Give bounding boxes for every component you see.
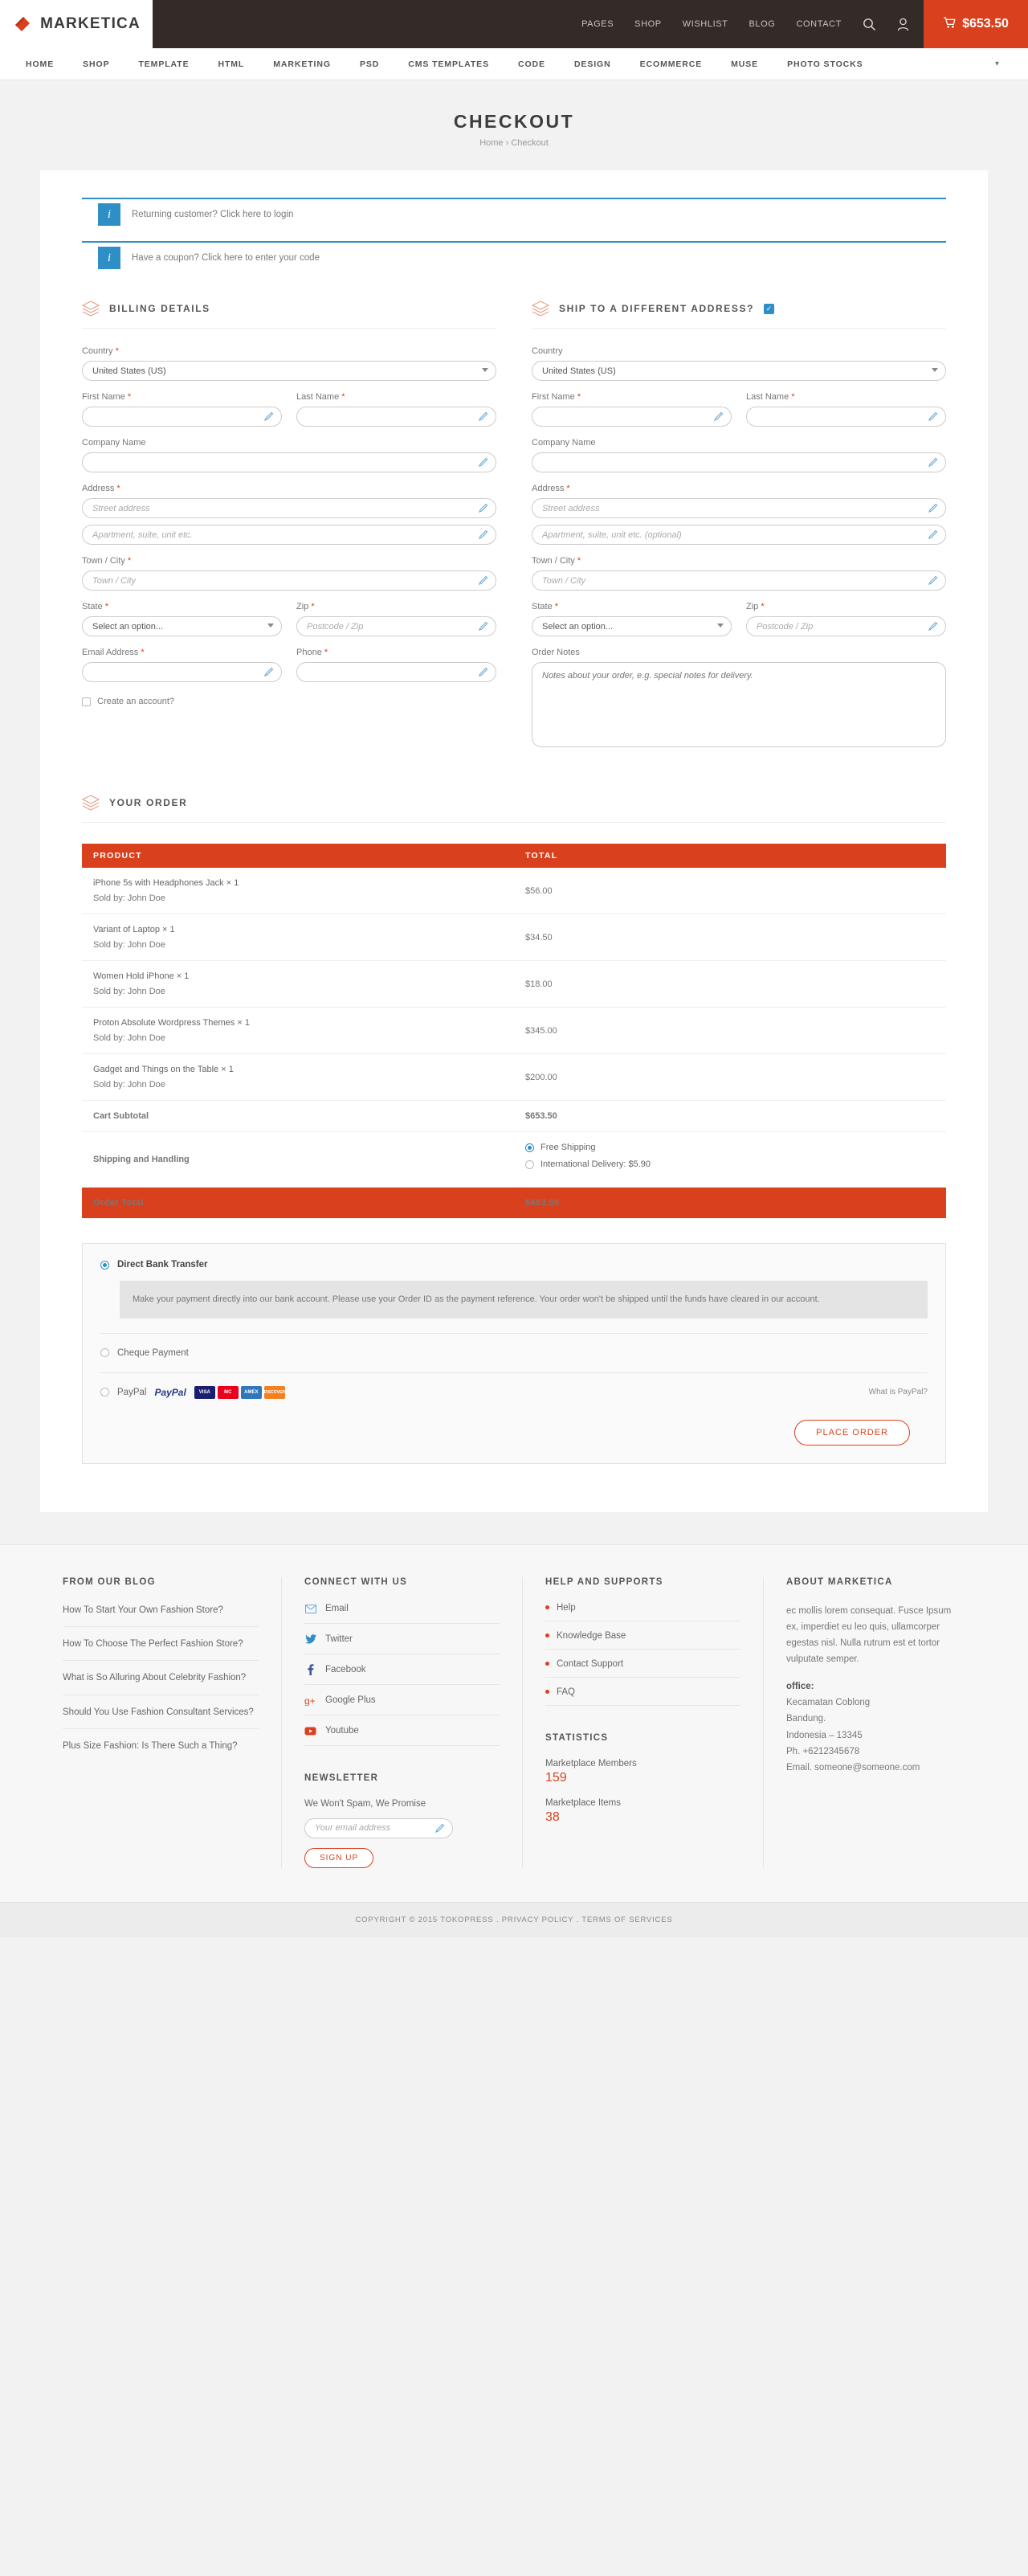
product-name: Gadget and Things on the Table × 1: [93, 1065, 234, 1074]
required-mark: *: [566, 484, 570, 493]
stack-icon: [532, 301, 549, 317]
shipping-zip-label: [746, 602, 946, 611]
twitter-icon: [304, 1634, 316, 1646]
google-plus-icon: [304, 1695, 316, 1707]
newsletter-signup-button[interactable]: SIGN UP: [304, 1848, 373, 1868]
login-notice-text[interactable]: Returning customer? Click here to login: [132, 210, 294, 219]
billing-lastname-input[interactable]: [296, 407, 496, 427]
billing-email-label: [82, 648, 282, 657]
table-row: [82, 914, 946, 961]
shipping-address2-field[interactable]: [532, 525, 946, 545]
billing-state-label-text: State: [82, 602, 103, 611]
shipping-firstname-label: [532, 392, 732, 402]
col-total: TOTAL: [514, 844, 946, 868]
visa-icon: VISA: [194, 1386, 215, 1399]
info-icon: i: [98, 203, 120, 226]
chevron-down-icon[interactable]: ▾: [994, 59, 999, 68]
billing-address1-input[interactable]: [82, 498, 496, 518]
billing-address-label-text: Address: [82, 484, 115, 493]
help-item-knowledge-base[interactable]: [545, 1631, 740, 1650]
shipping-address1-input[interactable]: [532, 498, 946, 518]
payment-paypal-label: PayPal: [117, 1387, 147, 1397]
nav-html[interactable]: HTML: [218, 59, 245, 69]
payment-cheque-row[interactable]: [100, 1348, 928, 1358]
shipping-firstname-field[interactable]: [532, 407, 732, 427]
billing-country-label-text: Country: [82, 346, 113, 356]
shipping-label: Shipping and Handling: [82, 1132, 514, 1188]
copyright-bar: [0, 1902, 1028, 1937]
bullet-icon: [545, 1690, 549, 1694]
topnav-link-blog[interactable]: BLOG: [749, 19, 776, 29]
shipping-zip-input[interactable]: [746, 616, 946, 636]
create-account-checkbox[interactable]: [82, 697, 91, 706]
required-mark: *: [115, 346, 119, 356]
billing-state-select[interactable]: [82, 616, 282, 636]
privacy-policy-link[interactable]: PRIVACY POLICY: [501, 1915, 574, 1924]
billing-phone-label-text: Phone: [296, 648, 322, 657]
nav-photo-stocks[interactable]: PHOTO STOCKS: [787, 59, 863, 69]
required-mark: *: [104, 602, 109, 611]
shipping-heading: [532, 301, 946, 329]
payment-bank-description: Make your payment directly into our bank account. Please use your Order ID as the payment reference. Your order won't be shipped until the funds have cleared in our account.: [120, 1281, 928, 1319]
billing-name-row: [82, 381, 496, 427]
main-navigation: [0, 48, 1028, 80]
cart-total: $653.50: [962, 17, 1009, 31]
breadcrumb: Home › Checkout: [479, 138, 549, 148]
bullet-icon: [545, 1662, 549, 1666]
list-item[interactable]: How To Choose The Perfect Fashion Store?: [63, 1637, 259, 1661]
payment-cheque-label: Cheque Payment: [117, 1347, 189, 1358]
order-total-row: [82, 1188, 946, 1219]
payment-paypal-row[interactable]: [100, 1386, 928, 1399]
footer: [0, 1544, 1028, 1937]
product-total: $56.00: [514, 868, 946, 914]
product-name: Proton Absolute Wordpress Themes × 1: [93, 1018, 250, 1028]
radio-cheque-payment[interactable]: [100, 1348, 109, 1357]
required-mark: *: [577, 392, 581, 402]
billing-state-label: [82, 602, 282, 611]
topnav-link-pages[interactable]: PAGES: [581, 19, 614, 29]
shipping-options: [514, 1132, 946, 1188]
shipping-company-input[interactable]: [532, 452, 946, 472]
required-mark: *: [127, 556, 132, 566]
billing-email-label-text: Email Address: [82, 648, 139, 657]
required-mark: *: [791, 392, 795, 402]
social-item-facebook[interactable]: [304, 1664, 500, 1685]
billing-town-label-text: Town / City: [82, 556, 125, 566]
bullet-icon: [545, 1634, 549, 1638]
cart-icon: [943, 16, 956, 32]
footer-blog-column: [40, 1577, 281, 1868]
shipping-state-zip-row: [532, 591, 946, 636]
amex-icon: AMEX: [241, 1386, 262, 1399]
billing-title: BILLING DETAILS: [109, 303, 210, 314]
user-icon[interactable]: [897, 18, 909, 31]
product-name: Variant of Laptop × 1: [93, 925, 175, 934]
payment-divider: [100, 1372, 928, 1373]
product-seller: Sold by: John Doe: [93, 1080, 165, 1090]
required-mark: *: [324, 648, 328, 657]
nav-ecommerce[interactable]: ECOMMERCE: [639, 59, 703, 69]
billing-column: [82, 301, 496, 750]
shipping-state-label: [532, 602, 732, 611]
payment-divider: [100, 1333, 928, 1334]
billing-firstname-field[interactable]: [82, 407, 282, 427]
table-row: [82, 868, 946, 914]
office-line: Indonesia – 13345: [786, 1730, 863, 1740]
order-table-body: [82, 868, 946, 1219]
billing-zip-label: [296, 602, 496, 611]
billing-lastname-label: [296, 392, 496, 402]
footer-help-title: HELP AND SUPPORTS: [545, 1576, 663, 1587]
help-label: Contact Support: [557, 1658, 624, 1669]
shipping-lastname-label-text: Last Name: [746, 392, 789, 402]
order-title: YOUR ORDER: [109, 797, 188, 808]
required-mark: *: [554, 602, 559, 611]
office-line: Ph. +6212345678: [786, 1746, 860, 1756]
payment-methods: [82, 1243, 946, 1464]
order-notes-label: Order Notes: [532, 648, 580, 657]
social-item-email[interactable]: [304, 1603, 500, 1624]
shipping-lastname-label: [746, 392, 946, 402]
shipping-option-international-label: International Delivery: $5.90: [541, 1159, 651, 1169]
info-icon: i: [98, 247, 120, 269]
order-total-value: $653.50: [514, 1188, 946, 1219]
subtotal-value: $653.50: [514, 1101, 946, 1132]
office-line: Bandung.: [786, 1714, 826, 1724]
shipping-lastname-input[interactable]: [746, 407, 946, 427]
shipping-town-label-text: Town / City: [532, 556, 575, 566]
shipping-address2-input[interactable]: [532, 525, 946, 545]
social-item-twitter[interactable]: [304, 1634, 500, 1654]
shipping-state-select[interactable]: [532, 616, 732, 636]
order-total-label: Order Total: [82, 1188, 514, 1219]
footer-blog-title: FROM OUR BLOG: [63, 1576, 156, 1587]
facebook-icon: [304, 1664, 316, 1676]
social-label: Email: [325, 1604, 349, 1614]
billing-zip-label-text: Zip: [296, 602, 309, 611]
shipping-town-field[interactable]: [532, 570, 946, 591]
nav-cms-templates[interactable]: CMS TEMPLATES: [408, 59, 489, 69]
checkout-card: [40, 170, 988, 1512]
billing-company-field[interactable]: [82, 452, 496, 472]
list-item[interactable]: Should You Use Fashion Consultant Services?: [63, 1705, 259, 1729]
shipping-zip-label-text: Zip: [746, 602, 759, 611]
radio-international-delivery[interactable]: [525, 1160, 534, 1169]
table-row: [82, 1054, 946, 1101]
svg-text:g+: g+: [304, 1695, 316, 1706]
shipping-country-field[interactable]: [532, 361, 946, 381]
footer-connect-column: [281, 1577, 522, 1868]
login-notice[interactable]: [82, 198, 946, 230]
stack-icon: [82, 301, 100, 317]
billing-address2-field[interactable]: [82, 525, 496, 545]
product-total: $34.50: [514, 914, 946, 961]
table-row: [82, 961, 946, 1008]
billing-phone-input[interactable]: [296, 662, 496, 682]
footer-columns: [40, 1577, 988, 1868]
product-cell: [82, 1054, 514, 1101]
help-item-contact-support[interactable]: [545, 1659, 740, 1678]
coupon-notice-text[interactable]: Have a coupon? Click here to enter your code: [132, 253, 320, 263]
radio-paypal[interactable]: [100, 1388, 109, 1396]
newsletter-email-input[interactable]: [304, 1818, 453, 1838]
discover-icon: DISCOVER: [264, 1386, 285, 1399]
billing-phone-field[interactable]: [296, 662, 496, 682]
social-label: Google Plus: [325, 1695, 376, 1706]
required-mark: *: [761, 602, 765, 611]
place-order-button[interactable]: PLACE ORDER: [794, 1420, 910, 1445]
social-label: Facebook: [325, 1665, 366, 1675]
coupon-notice[interactable]: [82, 241, 946, 273]
shipping-town-label: [532, 556, 946, 566]
product-total: $345.00: [514, 1008, 946, 1054]
social-item-youtube[interactable]: [304, 1725, 500, 1746]
help-label: Knowledge Base: [557, 1630, 626, 1641]
list-item[interactable]: Plus Size Fashion: Is There Such a Thing?: [63, 1741, 238, 1752]
product-seller: Sold by: John Doe: [93, 940, 165, 950]
social-label: Youtube: [325, 1726, 359, 1736]
product-cell: [82, 914, 514, 961]
office-line: Kecamatan Coblong: [786, 1698, 871, 1708]
logo[interactable]: [0, 0, 153, 48]
billing-address1-field[interactable]: [82, 498, 496, 518]
newsletter-subtitle: We Won't Spam, We Promise: [304, 1798, 426, 1809]
social-label: Twitter: [325, 1634, 353, 1645]
product-seller: Sold by: John Doe: [93, 1033, 165, 1043]
nav-marketing[interactable]: MARKETING: [273, 59, 331, 69]
subtotal-row: [82, 1101, 946, 1132]
nav-psd[interactable]: PSD: [359, 59, 380, 69]
shipping-address1-field[interactable]: [532, 498, 946, 518]
footer-connect-title: CONNECT WITH US: [304, 1576, 408, 1587]
required-mark: *: [127, 392, 132, 402]
shipping-town-input[interactable]: [532, 570, 946, 591]
shipping-row: [82, 1132, 946, 1188]
order-table: [82, 844, 946, 1219]
required-mark: *: [341, 392, 345, 402]
billing-heading: [82, 301, 496, 329]
topnav-link-shop[interactable]: SHOP: [634, 19, 662, 29]
billing-lastname-field[interactable]: [296, 407, 496, 427]
shipping-option-free-label: Free Shipping: [541, 1143, 596, 1152]
address-columns: [82, 301, 946, 750]
help-label: FAQ: [557, 1687, 576, 1697]
copyright-text: COPYRIGHT © 2015 TOKOPRESS: [355, 1915, 494, 1924]
help-label: Help: [557, 1602, 576, 1613]
table-row: [82, 1008, 946, 1054]
shipping-zip-field[interactable]: [746, 616, 946, 636]
shipping-state-field[interactable]: [532, 616, 732, 636]
billing-state-field[interactable]: [82, 616, 282, 636]
shipping-address-label: [532, 484, 946, 493]
required-mark: *: [141, 648, 145, 657]
shipping-firstname-label-text: First Name: [532, 392, 575, 402]
required-mark: *: [311, 602, 315, 611]
shipping-firstname-input[interactable]: [532, 407, 732, 427]
billing-country-select[interactable]: [82, 361, 496, 381]
shipping-company-label: Company Name: [532, 438, 596, 448]
list-item[interactable]: How To Start Your Own Fashion Store?: [63, 1603, 259, 1627]
copyright-sep: .: [576, 1915, 582, 1924]
product-seller: Sold by: John Doe: [93, 987, 165, 996]
shipping-column: [532, 301, 946, 750]
stack-icon: [82, 795, 100, 811]
billing-town-label: [82, 556, 496, 566]
help-item-faq[interactable]: [545, 1687, 740, 1706]
billing-phone-label: [296, 648, 496, 657]
subtotal-label: Cart Subtotal: [82, 1101, 514, 1132]
stat-items-value: 38: [545, 1809, 560, 1824]
billing-country-field[interactable]: [82, 361, 496, 381]
shipping-state-label-text: State: [532, 602, 553, 611]
mastercard-icon: MC: [218, 1386, 239, 1399]
cart-button[interactable]: [924, 0, 1028, 48]
billing-address-label: [82, 484, 496, 493]
col-product: PRODUCT: [82, 844, 514, 868]
top-bar: [0, 0, 1028, 48]
card-logos: [194, 1386, 285, 1399]
nav-home[interactable]: HOME: [26, 59, 55, 69]
required-mark: *: [116, 484, 120, 493]
product-cell: [82, 1008, 514, 1054]
billing-address2-input[interactable]: [82, 525, 496, 545]
payment-bank-row[interactable]: [100, 1260, 928, 1270]
search-icon[interactable]: [863, 18, 876, 31]
shipping-company-field[interactable]: [532, 452, 946, 472]
shipping-title: SHIP TO A DIFFERENT ADDRESS?: [559, 303, 755, 314]
billing-firstname-label: [82, 392, 282, 402]
shipping-option-free[interactable]: [525, 1143, 935, 1152]
billing-email-input[interactable]: [82, 662, 282, 682]
help-item-help[interactable]: [545, 1603, 740, 1621]
copyright-sep: .: [496, 1915, 502, 1924]
paypal-logo-icon: PayPal: [154, 1386, 186, 1398]
newsletter-field[interactable]: [304, 1818, 453, 1838]
footer-help-column: [522, 1577, 763, 1868]
billing-country-label: [82, 346, 496, 356]
ship-different-checkbox[interactable]: ✓: [764, 304, 774, 314]
create-account-label: Create an account?: [97, 697, 175, 706]
billing-company-input[interactable]: [82, 452, 496, 472]
bullet-icon: [545, 1605, 549, 1609]
about-text: ec mollis lorem consequat. Fusce Ipsum ex, imperdiet eu leo quis, ullamcorper egestas nisl. Nulla rutrum est et tortor vulputate semper.: [786, 1605, 952, 1665]
create-account-row[interactable]: [82, 697, 496, 706]
shipping-option-international[interactable]: [525, 1159, 935, 1169]
billing-zip-input[interactable]: [296, 616, 496, 636]
billing-company-label: Company Name: [82, 438, 146, 448]
product-seller: Sold by: John Doe: [93, 893, 165, 903]
terms-of-services-link[interactable]: TERMS OF SERVICES: [581, 1915, 673, 1924]
product-total: $200.00: [514, 1054, 946, 1101]
stat-members-value: 159: [545, 1770, 567, 1785]
product-cell: [82, 961, 514, 1008]
logo-text: MARKETICA: [40, 15, 141, 32]
stat-members-label: Marketplace Members: [545, 1758, 637, 1768]
stat-items-label: Marketplace Items: [545, 1797, 621, 1808]
order-table-header-row: [82, 844, 946, 868]
nav-template[interactable]: TEMPLATE: [138, 59, 190, 69]
billing-zip-field[interactable]: [296, 616, 496, 636]
list-item[interactable]: What is So Alluring About Celebrity Fashion?: [63, 1670, 259, 1695]
order-notes-textarea[interactable]: [532, 662, 946, 747]
billing-lastname-label-text: Last Name: [296, 392, 340, 402]
radio-free-shipping[interactable]: [525, 1143, 534, 1152]
billing-state-zip-row: [82, 591, 496, 636]
mail-icon: [304, 1603, 316, 1615]
topnav-link-wishlist[interactable]: WISHLIST: [682, 19, 728, 29]
footer-about-title: ABOUT MARKETICA: [786, 1576, 893, 1587]
footer-about-column: [763, 1577, 988, 1868]
what-is-paypal-link[interactable]: What is PayPal?: [868, 1388, 928, 1397]
youtube-icon: [304, 1725, 316, 1737]
product-name: iPhone 5s with Headphones Jack × 1: [93, 878, 239, 888]
nav-shop[interactable]: SHOP: [83, 59, 110, 69]
radio-direct-bank-transfer[interactable]: [100, 1261, 109, 1270]
page-title: CHECKOUT: [453, 111, 575, 132]
shipping-country-select[interactable]: [532, 361, 946, 381]
your-order-section: [82, 795, 946, 1464]
billing-email-field[interactable]: [82, 662, 282, 682]
nav-muse[interactable]: MUSE: [731, 59, 759, 69]
billing-firstname-input[interactable]: [82, 407, 282, 427]
shipping-country-label: Country: [532, 346, 563, 356]
product-cell: [82, 868, 514, 914]
payment-bank-label: Direct Bank Transfer: [117, 1260, 208, 1270]
office-label: office:: [786, 1682, 814, 1692]
office-line: Email. someone@someone.com: [786, 1762, 920, 1773]
billing-town-field[interactable]: [82, 570, 496, 591]
billing-firstname-label-text: First Name: [82, 392, 125, 402]
nav-code[interactable]: CODE: [518, 59, 545, 69]
required-mark: *: [577, 556, 581, 566]
shipping-name-row: [532, 381, 946, 427]
billing-town-input[interactable]: [82, 570, 496, 591]
product-total: $18.00: [514, 961, 946, 1008]
order-heading: [82, 795, 946, 823]
logo-icon: [12, 14, 33, 35]
social-item-google-plus[interactable]: [304, 1695, 500, 1715]
topnav-link-contact[interactable]: CONTACT: [796, 19, 842, 29]
product-name: Women Hold iPhone × 1: [93, 971, 190, 981]
footer-statistics-title: STATISTICS: [545, 1732, 609, 1743]
shipping-address-label-text: Address: [532, 484, 565, 493]
billing-contact-row: [82, 636, 496, 682]
footer-newsletter-title: NEWSLETTER: [304, 1773, 379, 1783]
page-header: [0, 80, 1028, 170]
top-navigation: [153, 0, 924, 48]
nav-design[interactable]: DESIGN: [573, 59, 611, 69]
order-table-head: [82, 844, 946, 868]
place-order-row: [100, 1399, 928, 1445]
shipping-lastname-field[interactable]: [746, 407, 946, 427]
